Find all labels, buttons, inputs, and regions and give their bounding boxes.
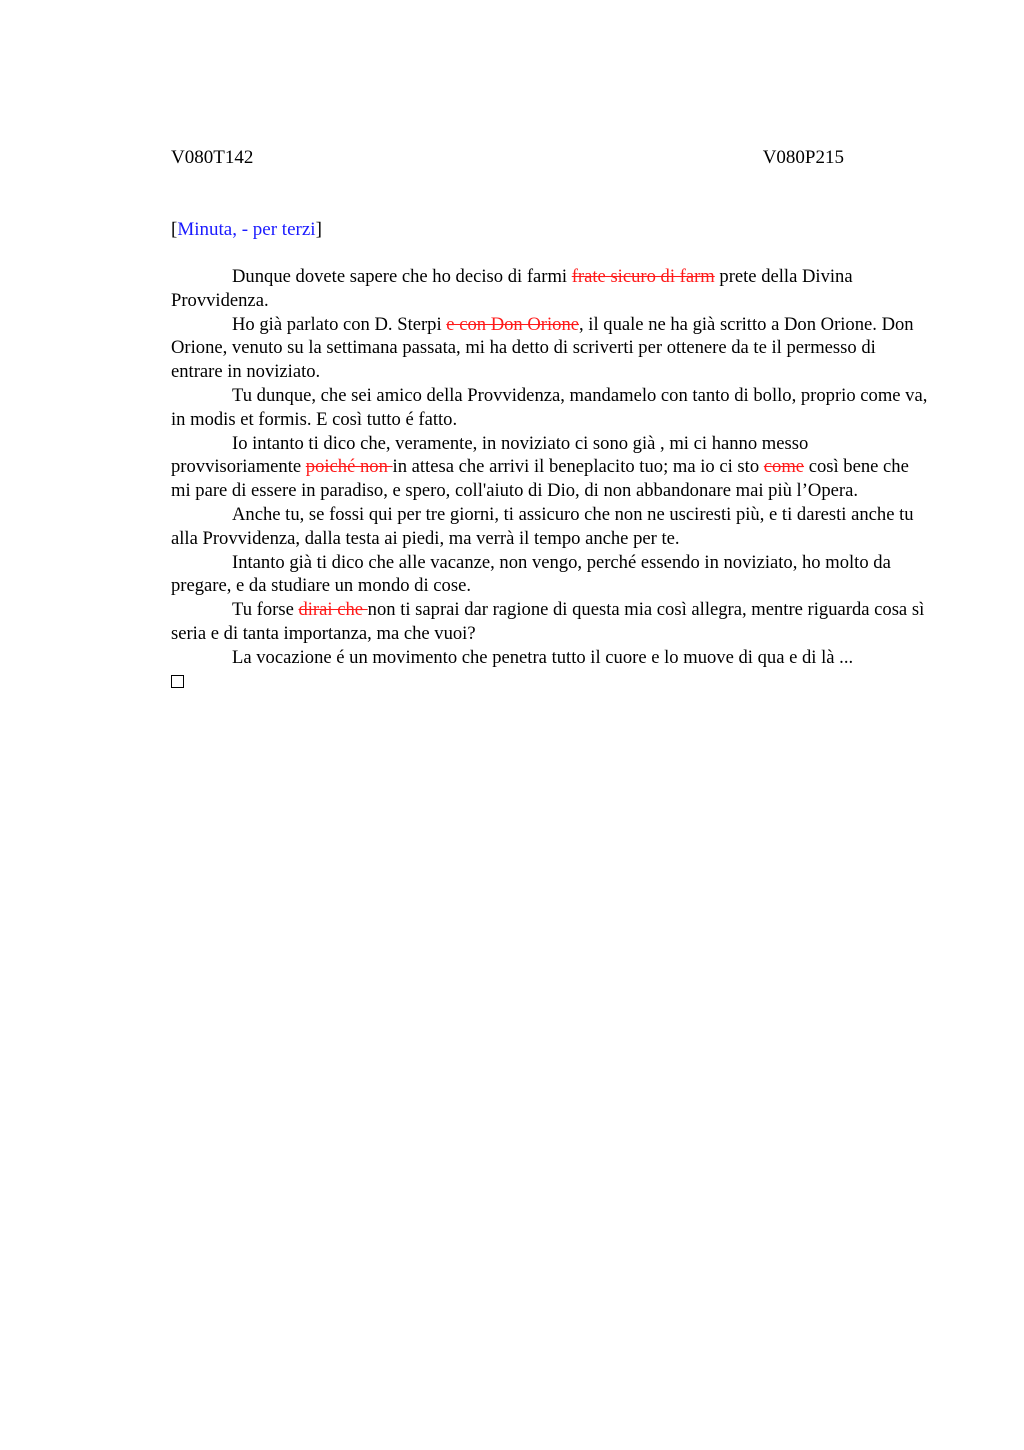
text-run: prete della Divina Provvidenza. [171, 266, 853, 311]
paragraph-5: Anche tu, se fossi qui per tre giorni, ti assicuro che non ne usciresti più, e ti daresti anche tu alla Provvidenza, dalla testa ai piedi, ma verrà il tempo anche per te. [171, 503, 914, 549]
text-run: , il quale ne ha già scritto a Don Orione. Don Orione, venuto su la settimana passata, mi ha detto di scriverti per ottenere da te il permesso di entrare in noviziato. [171, 313, 914, 383]
text-run: non ti saprai dar ragione di questa mia così allegra, mentre riguarda cosa sì seria e di tanta importanza, ma che vuoi? [171, 599, 925, 644]
document-header [171, 146, 844, 170]
paragraph-1 [171, 265, 928, 313]
deleted-text: frate sicuro di farm [571, 266, 715, 287]
letter-body [171, 265, 928, 688]
deleted-text: poiché non [305, 456, 393, 478]
end-box-icon [171, 675, 184, 688]
text-run: Ho già parlato con D. Sterpi [232, 313, 447, 335]
document-page [171, 0, 928, 1450]
document-code-right: V080P215 [762, 147, 844, 168]
text-run: Io intanto ti dico che, veramente, in noviziato ci sono già , mi ci hanno messo provvisoriamente [171, 432, 809, 478]
paragraph-3: Tu dunque, che sei amico della Provvidenza, mandamelo con tanto di bollo, proprio come va, in modis et formis. E così tutto é fatto. [171, 384, 928, 430]
deleted-text: come [763, 456, 805, 478]
text-run: Tu forse [232, 599, 299, 621]
paragraph-4 [171, 432, 928, 503]
paragraph-7 [171, 598, 928, 646]
paragraph-6: Intanto già ti dico che alle vacanze, non vengo, perché essendo in noviziato, ho molto da pregare, e da studiare un mondo di cose. [171, 551, 891, 597]
editorial-note [171, 218, 322, 242]
note-text: Minuta, - per terzi [177, 219, 316, 240]
document-code-left: V080T142 [171, 147, 254, 168]
deleted-text: dirai che [298, 599, 368, 621]
note-open-bracket: [ [171, 219, 178, 240]
deleted-text: e con Don Orione [446, 313, 579, 335]
paragraph-2 [171, 313, 928, 384]
text-run: Dunque dovete sapere che ho deciso di farmi [232, 266, 572, 287]
text-run: in attesa che arrivi il beneplacito tuo; ma io ci sto [392, 456, 764, 478]
text-run: così bene che mi pare di essere in paradiso, e spero, coll'aiuto di Dio, di non abbandonare mai più l’Opera. [171, 456, 909, 502]
note-close-bracket: ] [315, 219, 322, 240]
paragraph-8: La vocazione é un movimento che penetra tutto il cuore e lo muove di qua e di là ... [232, 646, 854, 668]
